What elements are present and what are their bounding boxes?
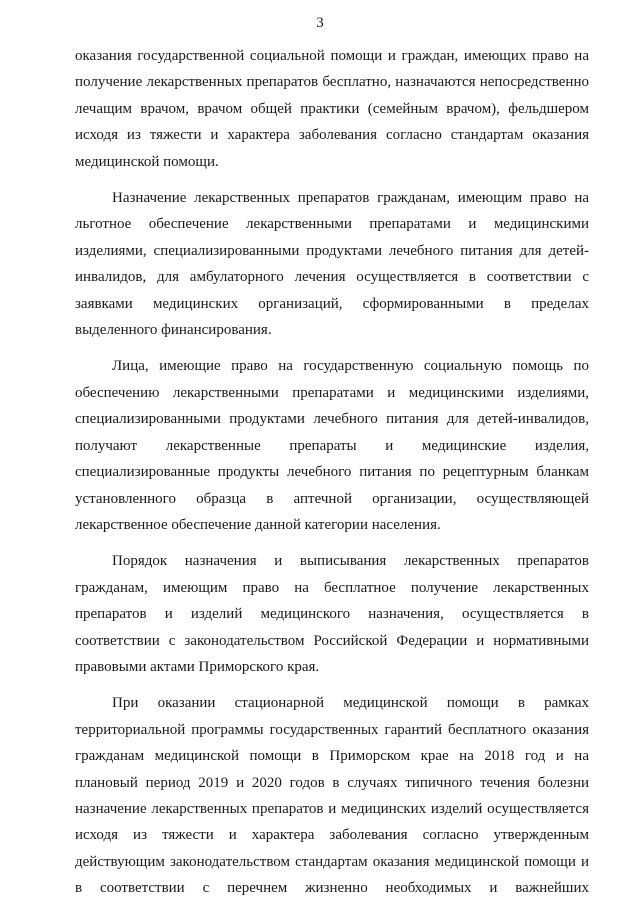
text-line: Порядок назначения и выписывания лекарственных препаратов: [112, 553, 589, 570]
text-line: территориальной программы государственных гарантий бесплатного оказания: [75, 721, 589, 738]
text-line: гражданам медицинской помощи в Приморском крае на 2018 год и на: [75, 748, 589, 765]
text-line: исходя из тяжести и характера заболевания согласно утвержденным: [75, 827, 589, 844]
text-line: обеспечению лекарственными препаратами и медицинскими изделиями,: [75, 384, 589, 401]
text-line: изделиями, специализированными продуктами лечебного питания для детей-: [75, 242, 589, 259]
text-line: льготное обеспечение лекарственными препаратами и медицинскими: [75, 216, 589, 233]
paragraph: [75, 43, 589, 175]
text-line: гражданам, имеющим право на бесплатное получение лекарственных: [75, 579, 589, 596]
text-line: соответствии с законодательством Российской Федерации и нормативными: [75, 632, 589, 649]
page-number: 3: [316, 15, 324, 31]
text-line: специализированными продуктами лечебного питания для детей-инвалидов,: [75, 411, 589, 428]
paragraph: [75, 353, 589, 538]
text-line: оказания государственной социальной помощи и граждан, имеющих право на: [75, 48, 589, 64]
paragraph: [75, 548, 589, 680]
paragraph: [75, 185, 589, 343]
text-line: инвалидов, для амбулаторного лечения осуществляется в соответствии с: [75, 269, 589, 286]
paragraph: [75, 690, 589, 901]
text-line: действующим законодательством стандартам оказания медицинской помощи и: [75, 853, 589, 870]
text-line: медицинской помощи.: [75, 153, 219, 170]
text-line: установленного образца в аптечной организации, осуществляющей: [75, 490, 589, 507]
text-line: в соответствии с перечнем жизненно необходимых и важнейших: [75, 880, 589, 897]
text-line: плановый период 2019 и 2020 годов в случаях типичного течения болезни: [75, 774, 589, 791]
text-line: препаратов и изделий медицинского назначения, осуществляется в: [75, 606, 589, 623]
text-line: Лица, имеющие право на государственную социальную помощь по: [112, 358, 589, 375]
text-line: Назначение лекарственных препаратов гражданам, имеющим право на: [112, 190, 589, 207]
text-line: назначение лекарственных препаратов и медицинских изделий осуществляется: [75, 800, 589, 817]
text-line: заявками медицинских организаций, сформированными в пределах: [75, 295, 589, 312]
document-body: [75, 43, 589, 902]
text-line: лекарственное обеспечение данной категории населения.: [75, 516, 441, 533]
text-line: исходя из тяжести и характера заболевания согласно стандартам оказания: [75, 127, 589, 144]
text-line: лечащим врачом, врачом общей практики (семейным врачом), фельдшером: [75, 100, 589, 117]
text-line: правовыми актами Приморского края.: [75, 658, 320, 675]
text-line: получение лекарственных препаратов бесплатно, назначаются непосредственно: [75, 74, 589, 91]
text-line: выделенного финансирования.: [75, 322, 272, 339]
text-line: специализированные продукты лечебного питания по рецептурным бланкам: [75, 464, 589, 481]
text-line: При оказании стационарной медицинской помощи в рамках: [112, 695, 589, 712]
text-line: получают лекарственные препараты и медицинские изделия,: [75, 437, 589, 454]
